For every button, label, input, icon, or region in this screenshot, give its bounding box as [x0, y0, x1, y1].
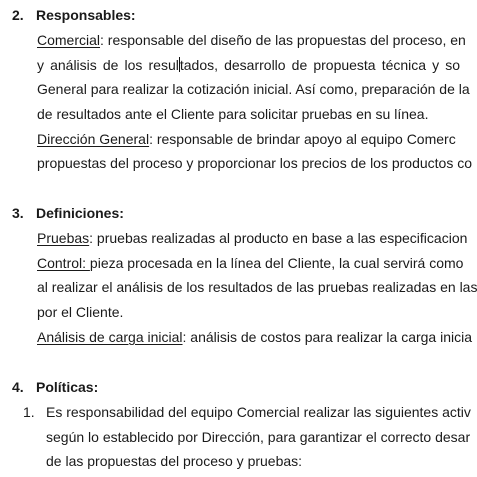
- paragraph-line: [37, 154, 472, 172]
- line-text: : pruebas realizadas al producto en base a las especificacion: [89, 230, 468, 246]
- section-number: 2.: [12, 7, 24, 23]
- line-text-post: tados, desarrollo de propuesta técnica y so: [179, 57, 461, 73]
- line-text: al realizar el análisis de los resultados de las pruebas realizadas en las: [37, 279, 477, 295]
- term-pruebas: Pruebas: [37, 230, 90, 246]
- section-number: 3.: [12, 205, 24, 221]
- line-text: General para realizar la cotización inicial. Así como, preparación de la: [37, 81, 470, 97]
- paragraph-line: [37, 130, 456, 148]
- term-analisis-carga-inicial: Análisis de carga inicial: [37, 329, 183, 345]
- section-2-heading: [12, 6, 136, 24]
- list-item-number: [23, 403, 35, 421]
- paragraph-line: [37, 105, 428, 123]
- line-text: de las propuestas del proceso y pruebas:: [46, 453, 303, 469]
- line-text: : responsable de brindar apoyo al equipo Comerc: [149, 131, 456, 147]
- paragraph-line: [37, 229, 467, 247]
- paragraph-line: [37, 303, 123, 321]
- term-direccion-general: Dirección General: [37, 131, 150, 147]
- line-text: propuestas del proceso y proporcionar los precios de los productos co: [37, 155, 473, 171]
- paragraph-line: [37, 80, 470, 98]
- paragraph-line: [37, 56, 460, 74]
- item-number: 1.: [23, 404, 35, 420]
- paragraph-line: [37, 278, 477, 296]
- section-title: Definiciones:: [36, 205, 124, 221]
- section-4-heading: [12, 378, 99, 396]
- line-text: según lo establecido por Dirección, para garantizar el correcto desar: [46, 429, 471, 445]
- paragraph-line: [37, 31, 466, 49]
- line-text: pieza procesada en la línea del Cliente, la cual servirá como: [89, 255, 464, 271]
- paragraph-line: [46, 452, 302, 470]
- paragraph-line: [37, 328, 472, 346]
- paragraph-line: [46, 428, 470, 446]
- paragraph-line: [37, 254, 463, 272]
- term-control: Control:: [37, 255, 90, 271]
- line-text: por el Cliente.: [37, 304, 124, 320]
- section-title: Políticas:: [36, 379, 99, 395]
- line-text: : análisis de costos para realizar la carga inicia: [182, 329, 473, 345]
- line-text: : responsable del diseño de las propuestas del proceso, en: [100, 32, 466, 48]
- section-3-heading: [12, 204, 124, 222]
- line-text: Es responsabilidad del equipo Comercial realizar las siguientes activ: [46, 404, 471, 420]
- section-number: 4.: [12, 379, 24, 395]
- section-title: Responsables:: [36, 7, 136, 23]
- paragraph-line: [46, 403, 471, 421]
- term-comercial: Comercial: [37, 32, 101, 48]
- line-text-pre: y análisis de los resul: [37, 57, 179, 73]
- line-text: de resultados ante el Cliente para solicitar pruebas en su línea.: [37, 106, 429, 122]
